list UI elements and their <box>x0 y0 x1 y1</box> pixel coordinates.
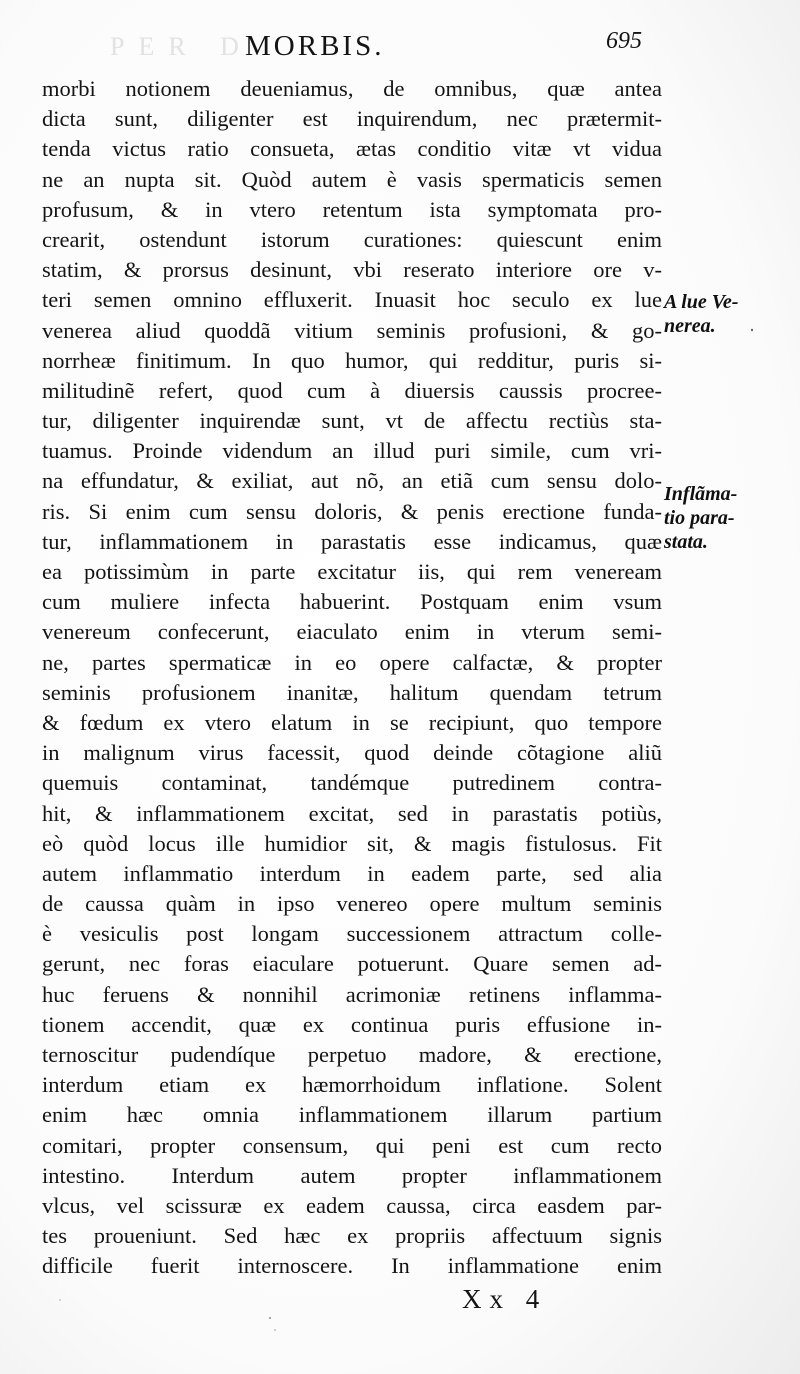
text-line: venerea aliud quoddã vitium seminis profusioni, & go- <box>42 317 662 343</box>
text-line: interdum etiam ex hæmorrhoidum inflatione. Solent <box>42 1072 662 1098</box>
text-line: ne an nupta sit. Quòd autem è vasis spermaticis semen <box>42 166 662 192</box>
text-line: intestino. Interdum autem propter inflammationem <box>42 1162 662 1188</box>
text-line: statim, & prorsus desinunt, vbi reserato interiore ore v- <box>42 257 662 283</box>
body-text <box>42 74 662 1282</box>
text-line: militudinẽ refert, quod cum à diuersis caussis procree- <box>42 377 662 403</box>
text-line: na effundatur, & exiliat, aut nõ, an etiã cum sensu dolo- <box>42 468 662 494</box>
marginal-note-line: Inflãma- <box>664 483 738 505</box>
text-line: difficile fuerit internoscere. In inflammatione enim <box>42 1253 662 1279</box>
text-line: è vesiculis post longam successionem attractum colle- <box>42 921 662 947</box>
text-line: tur, diligenter inquirendæ sunt, vt de affectu rectiùs sta- <box>42 408 662 434</box>
text-line: tionem accendit, quæ ex continua puris effusione in- <box>42 1011 662 1037</box>
marginal-note-lue-venerea <box>664 290 738 338</box>
text-line: norrheæ finitimum. In quo humor, qui redditur, puris si- <box>42 347 662 373</box>
running-head: MORBIS. <box>245 30 385 62</box>
text-line: tuamus. Proinde videndum an illud puri simile, cum vri- <box>42 438 662 464</box>
marginal-note-line: nerea. <box>664 315 716 337</box>
show-through-text: PER D <box>110 32 253 61</box>
text-line: ternoscitur pudendíque perpetuo madore, & erectione, <box>42 1042 662 1067</box>
marginal-note-inflammatio <box>664 482 737 554</box>
text-line: morbi notionem deueniamus, de omnibus, quæ antea <box>42 76 662 101</box>
marginal-note-line: A lue Ve- <box>664 291 739 313</box>
text-line: de caussa quàm in ipso venereo opere multum seminis <box>42 891 662 917</box>
text-line: tes proueniunt. Sed hæc ex propriis affectuum signis <box>42 1223 662 1249</box>
text-line: huc feruens & nonnihil acrimoniæ retinens inflamma- <box>42 981 662 1007</box>
text-line: cum muliere infecta habuerint. Postquam enim vsum <box>42 589 662 615</box>
text-line: eò quòd locus ille humidior sit, & magis fistulosus. Fit <box>42 830 662 856</box>
text-line: vlcus, vel scissuræ ex eadem caussa, circa easdem par- <box>42 1192 662 1218</box>
text-line: crearit, ostendunt istorum curationes: quiescunt enim <box>42 226 662 252</box>
text-line: & fœdum ex vtero elatum in se recipiunt, quo tempore <box>42 709 662 735</box>
text-line: gerunt, nec foras eiaculare potuerunt. Quare semen ad- <box>42 951 662 977</box>
text-line: teri semen omnino effluxerit. Inuasit hoc seculo ex lue <box>42 287 662 313</box>
text-line: profusum, & in vtero retentum ista symptomata pro- <box>42 196 662 222</box>
marginal-note-line: stata. <box>664 531 708 553</box>
text-line: in malignum virus facessit, quod deinde cõtagione aliũ <box>42 740 662 766</box>
page-number: 695 <box>606 28 642 54</box>
text-line: autem inflammatio interdum in eadem parte, sed alia <box>42 860 662 886</box>
signature-mark: Xx 4 <box>462 1284 548 1314</box>
text-line: enim hæc omnia inflammationem illarum partium <box>42 1102 662 1128</box>
text-line: hit, & inflammationem excitat, sed in parastatis potiùs, <box>42 800 662 826</box>
marginal-note-line: tio para- <box>664 507 735 529</box>
text-line: dicta sunt, diligenter est inquirendum, nec prætermit- <box>42 106 662 132</box>
text-line: tur, inflammationem in parastatis esse indicamus, quæ <box>42 528 662 554</box>
text-line: comitari, propter consensum, qui peni est cum recto <box>42 1132 662 1158</box>
text-line: ea potissimùm in parte excitatur iis, qui rem veneream <box>42 559 662 584</box>
text-line: seminis profusionem inanitæ, halitum quendam tetrum <box>42 679 662 705</box>
text-line: ris. Si enim cum sensu doloris, & penis erectione funda- <box>42 498 662 524</box>
text-line: quemuis contaminat, tandémque putredinem contra- <box>42 770 662 796</box>
text-line: venereum confecerunt, eiaculato enim in vterum semi- <box>42 619 662 645</box>
text-line: tenda victus ratio consueta, ætas conditio vitæ vt vidua <box>42 136 662 162</box>
text-line: ne, partes spermaticæ in eo opere calfactæ, & propter <box>42 649 662 675</box>
